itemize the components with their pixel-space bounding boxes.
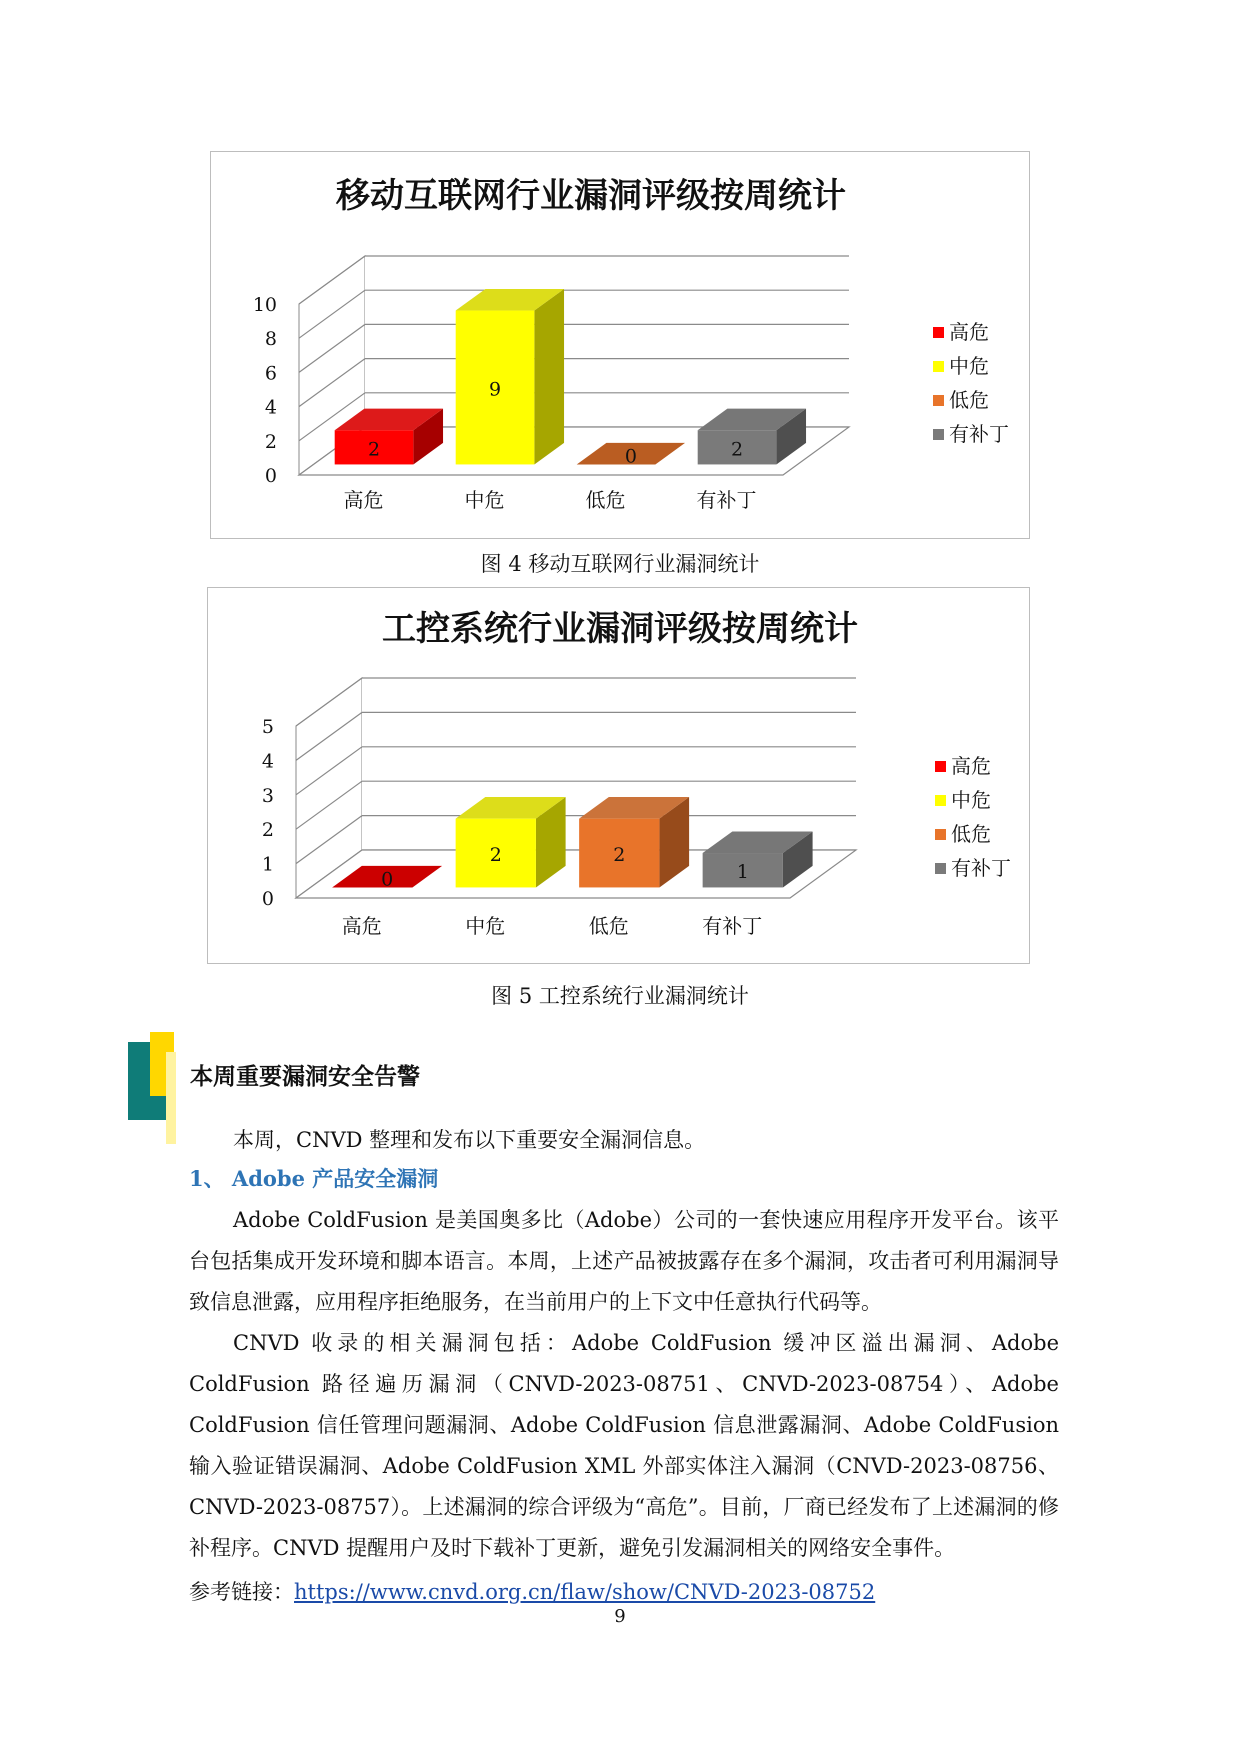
y-tick-label: 1 (261, 853, 274, 876)
x-tick-label: 高危 (343, 488, 384, 512)
legend-swatch (935, 761, 946, 772)
legend-label: 高危 (951, 754, 991, 778)
legend-swatch (933, 395, 944, 406)
x-tick-label: 中危 (465, 914, 506, 938)
paragraph-vulns: CNVD 收录的相关漏洞包括：Adobe ColdFusion 缓冲区溢出漏洞、Adobe ColdFusion 路径遍历漏洞（CNVD-2023-08751、CNVD-2023-08754）、Adobe ColdFusion 信任管理问题漏洞、Adobe ColdFusion 信息泄露漏洞、Adobe ColdFusion 输入验证错误漏洞、Adobe ColdFusion XML 外部实体注入漏洞（CNVD-2023-08756、CNVD-2023-08757）。上述漏洞的综合评级为“高危”。目前，厂商已经发布了上述漏洞的修补程序。CNVD 提醒用户及时下载补丁更新，避免引发漏洞相关的网络安全事件。 (189, 1331, 1059, 1560)
chart-mobile-internet-svg (211, 152, 1029, 538)
back-wall (365, 256, 849, 427)
y-tick-label: 10 (252, 294, 277, 316)
reference-line (189, 1576, 875, 1606)
y-tick-label: 2 (261, 819, 274, 842)
y-tick-label: 8 (264, 328, 277, 351)
chart-title: 移动互联网行业漏洞评级按周统计 (336, 176, 846, 216)
x-tick-label: 低危 (588, 914, 629, 938)
chart-mobile-internet (210, 151, 1030, 539)
legend-label: 低危 (951, 822, 991, 846)
y-tick-label: 2 (264, 430, 277, 453)
page-number: 9 (614, 1606, 626, 1627)
data-label: 9 (488, 378, 502, 401)
x-tick-label: 低危 (585, 488, 626, 512)
data-label: 0 (624, 445, 637, 468)
paragraph-product: Adobe ColdFusion 是美国奥多比（Adobe）公司的一套快速应用程序开发平台。该平台包括集成开发环境和脚本语言。本周，上述产品被披露存在多个漏洞，攻击者可利用漏洞导致信息泄露，应用程序拒绝服务，在当前用户的上下文中任意执行代码等。 (189, 1208, 1059, 1314)
data-label: 2 (613, 844, 626, 867)
legend-label: 中危 (951, 788, 991, 812)
y-tick-label: 5 (261, 716, 274, 738)
data-label: 2 (730, 438, 744, 461)
data-label: 0 (381, 868, 394, 891)
legend-label: 有补丁 (951, 856, 1011, 880)
legend-swatch (933, 429, 944, 440)
legend-label: 中危 (949, 354, 989, 378)
data-label: 2 (489, 844, 502, 867)
legend-swatch (933, 327, 944, 338)
x-tick-label: 有补丁 (702, 914, 763, 938)
x-tick-label: 中危 (464, 488, 505, 512)
data-label: 1 (736, 861, 749, 884)
y-tick-label: 6 (264, 362, 277, 385)
legend-swatch (935, 829, 946, 840)
bar-side (534, 289, 564, 465)
data-label: 2 (367, 438, 381, 461)
chart-title: 工控系统行业漏洞评级按周统计 (382, 609, 858, 649)
legend-label: 高危 (949, 320, 989, 344)
subheading-adobe: 1、 Adobe 产品安全漏洞 (189, 1166, 439, 1191)
legend-swatch (935, 795, 946, 806)
chart-industrial-control (207, 587, 1030, 964)
reference-label: 参考链接： (189, 1580, 294, 1604)
reference-link[interactable]: https://www.cnvd.org.cn/flaw/show/CNVD-2023-08752 (294, 1580, 876, 1604)
section-title: 本周重要漏洞安全告警 (190, 1064, 420, 1090)
chart-industrial-control-svg (208, 588, 1029, 963)
y-tick-label: 0 (264, 465, 277, 487)
legend-swatch (933, 361, 944, 372)
legend-label: 有补丁 (949, 422, 1009, 446)
legend-label: 低危 (949, 388, 989, 412)
y-tick-label: 4 (264, 396, 277, 419)
x-tick-label: 高危 (341, 914, 382, 938)
y-tick-label: 3 (261, 784, 274, 807)
figure-caption-4: 图 4 移动互联网行业漏洞统计 (480, 552, 760, 576)
y-tick-label: 4 (261, 750, 274, 773)
legend-swatch (935, 863, 946, 874)
heading-decoration-lightyellow (166, 1052, 176, 1144)
y-tick-label: 0 (261, 888, 274, 910)
intro-paragraph: 本周，CNVD 整理和发布以下重要安全漏洞信息。 (233, 1128, 706, 1152)
x-tick-label: 有补丁 (696, 488, 757, 512)
figure-caption-5: 图 5 工控系统行业漏洞统计 (491, 984, 749, 1008)
